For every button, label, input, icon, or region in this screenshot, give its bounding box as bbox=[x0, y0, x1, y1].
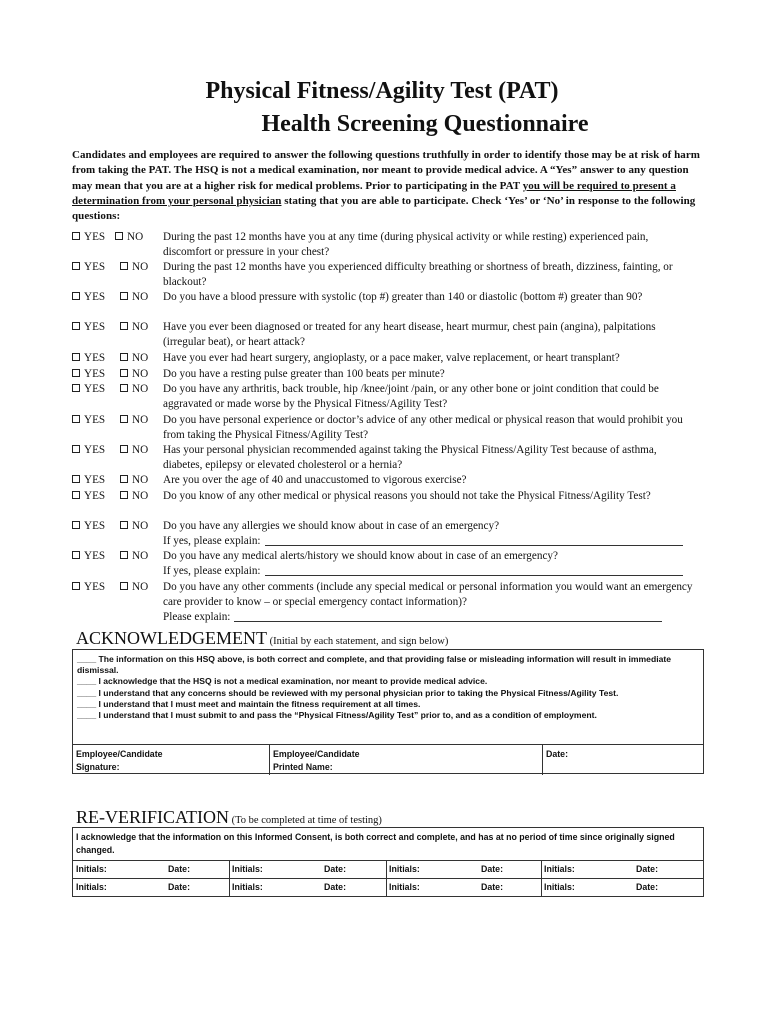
date-label: Date: bbox=[481, 864, 503, 874]
question-text-block bbox=[163, 549, 693, 579]
explain-label: If yes, please explain: bbox=[163, 565, 261, 578]
yes-checkbox[interactable] bbox=[72, 230, 105, 245]
initials-field[interactable] bbox=[386, 879, 478, 897]
question-text: Has your personal physician recommended against taking the Physical Fitness/Agility Test because of asthma, diabetes, epilepsy or elevated cholesterol or a hernia? bbox=[163, 444, 657, 472]
yes-checkbox[interactable] bbox=[72, 519, 105, 534]
date-label: Date: bbox=[324, 864, 346, 874]
acknowledgement-item[interactable]: ____ I understand that any concerns should be reviewed with my personal physician prior to taking the Physical Fitness/Agility Test. bbox=[77, 687, 619, 698]
signature-field[interactable] bbox=[73, 745, 269, 775]
reverification-title: RE-VERIFICATION bbox=[76, 807, 229, 827]
yes-checkbox[interactable] bbox=[72, 382, 105, 397]
checkbox-square-icon[interactable] bbox=[72, 521, 80, 529]
date-label: Date: bbox=[636, 864, 658, 874]
no-checkbox[interactable] bbox=[120, 443, 148, 458]
date-label: Date: bbox=[546, 749, 568, 759]
intro-underlined-text: you will be required to present a determination from your personal physician bbox=[72, 179, 676, 207]
checkbox-square-icon[interactable] bbox=[72, 582, 80, 590]
acknowledgement-title: ACKNOWLEDGEMENT bbox=[76, 628, 267, 648]
date-field[interactable] bbox=[478, 879, 541, 897]
date-field[interactable] bbox=[165, 879, 229, 897]
checkbox-square-icon[interactable] bbox=[72, 415, 80, 423]
initials-field[interactable] bbox=[541, 861, 633, 879]
question-text-block bbox=[163, 230, 693, 260]
date-field[interactable] bbox=[633, 861, 703, 879]
no-checkbox[interactable] bbox=[120, 260, 148, 275]
yes-label: YES bbox=[84, 321, 106, 333]
no-label: NO bbox=[132, 444, 149, 456]
no-label: NO bbox=[132, 550, 149, 562]
checkbox-square-icon[interactable] bbox=[72, 491, 80, 499]
question-text: Do you know of any other medical or physical reasons you should not take the Physical Fitness/Agility Test? bbox=[163, 490, 651, 502]
page-title: Physical Fitness/Agility Test (PAT) bbox=[205, 78, 559, 104]
yes-label: YES bbox=[84, 352, 106, 364]
checkbox-square-icon[interactable] bbox=[120, 551, 128, 559]
question-text-block bbox=[163, 413, 693, 443]
acknowledgement-item[interactable]: ____ I understand that I must submit to and pass the “Physical Fitness/Agility Test” prior to, and as a condition of employment. bbox=[77, 710, 597, 721]
yes-checkbox[interactable] bbox=[72, 413, 105, 428]
yes-label: YES bbox=[84, 231, 106, 243]
no-label: NO bbox=[132, 490, 149, 502]
acknowledgement-item[interactable]: ____ The information on this HSQ above, is both correct and complete, and that providing false or misleading information will result in immediate dismissal. bbox=[77, 654, 672, 676]
no-checkbox[interactable] bbox=[120, 367, 148, 382]
date-field[interactable] bbox=[478, 861, 541, 879]
question-text-block bbox=[163, 382, 693, 412]
checkbox-square-icon[interactable] bbox=[72, 445, 80, 453]
checkbox-square-icon[interactable] bbox=[72, 353, 80, 361]
date-field[interactable] bbox=[321, 861, 386, 879]
printed-name-label-2: Printed Name: bbox=[273, 761, 333, 772]
question-text-block bbox=[163, 290, 693, 305]
initials-field[interactable] bbox=[229, 861, 321, 879]
no-checkbox[interactable] bbox=[120, 519, 148, 534]
no-label: NO bbox=[132, 414, 149, 426]
printed-name-field[interactable] bbox=[270, 745, 542, 775]
yes-checkbox[interactable] bbox=[72, 260, 105, 275]
explain-input[interactable] bbox=[265, 565, 683, 576]
yes-label: YES bbox=[84, 414, 106, 426]
question-text: During the past 12 months have you at any time (during physical activity or while resting) experienced pain, discomfort or pressure in your chest? bbox=[163, 231, 649, 259]
explain-input[interactable] bbox=[265, 535, 683, 546]
initials-label: Initials: bbox=[389, 864, 420, 874]
checkbox-square-icon[interactable] bbox=[120, 582, 128, 590]
no-label: NO bbox=[132, 383, 149, 395]
no-checkbox[interactable] bbox=[120, 320, 148, 335]
acknowledgement-item[interactable]: ____ I understand that I must meet and maintain the fitness requirement at all times. bbox=[77, 698, 421, 709]
acknowledgement-note: (Initial by each statement, and sign below) bbox=[266, 636, 449, 647]
yes-label: YES bbox=[84, 261, 106, 273]
signature-label-1: Employee/Candidate bbox=[76, 749, 163, 759]
no-checkbox[interactable] bbox=[120, 473, 148, 488]
no-label: NO bbox=[132, 321, 149, 333]
yes-label: YES bbox=[84, 490, 106, 502]
initials-field[interactable] bbox=[386, 861, 478, 879]
reverification-row bbox=[73, 860, 703, 878]
yes-checkbox[interactable] bbox=[72, 351, 105, 366]
no-label: NO bbox=[132, 581, 149, 593]
yes-checkbox[interactable] bbox=[72, 549, 105, 564]
intro-text-2: stating that you are able to participate. Check ‘Yes’ or ‘No’ in response to the following questions: bbox=[72, 194, 696, 223]
initials-label: Initials: bbox=[232, 882, 263, 892]
question-text: Do you have personal experience or doctor’s advice of any other medical or physical reason that would prohibit you from taking the Physical Fitness/Agility Test? bbox=[163, 414, 683, 442]
no-label: NO bbox=[132, 352, 149, 364]
yes-label: YES bbox=[84, 291, 106, 303]
no-label: NO bbox=[127, 231, 144, 243]
no-label: NO bbox=[132, 291, 149, 303]
initials-label: Initials: bbox=[232, 864, 263, 874]
yes-checkbox[interactable] bbox=[72, 580, 105, 595]
no-checkbox[interactable] bbox=[115, 230, 143, 245]
checkbox-square-icon[interactable] bbox=[120, 521, 128, 529]
reverification-note: (To be completed at time of testing) bbox=[229, 815, 382, 826]
date-field[interactable] bbox=[321, 879, 386, 897]
date-label: Date: bbox=[168, 882, 190, 892]
question-text-block bbox=[163, 351, 693, 366]
no-checkbox[interactable] bbox=[120, 382, 148, 397]
reverification-heading bbox=[76, 807, 382, 828]
signature-row bbox=[73, 744, 703, 774]
signature-label-2: Signature: bbox=[76, 761, 120, 772]
no-label: NO bbox=[132, 261, 149, 273]
no-checkbox[interactable] bbox=[120, 290, 148, 305]
yes-label: YES bbox=[84, 383, 106, 395]
reverification-text: I acknowledge that the information on this Informed Consent, is both correct and complete, and has at no period of time since originally signed changed. bbox=[76, 832, 675, 855]
acknowledgement-heading bbox=[76, 628, 448, 649]
checkbox-square-icon[interactable] bbox=[72, 475, 80, 483]
yes-checkbox[interactable] bbox=[72, 290, 105, 305]
date-label: Date: bbox=[324, 882, 346, 892]
date-label: Date: bbox=[481, 882, 503, 892]
initials-label: Initials: bbox=[76, 882, 107, 892]
yes-checkbox[interactable] bbox=[72, 443, 105, 458]
checkbox-square-icon[interactable] bbox=[120, 445, 128, 453]
yes-checkbox[interactable] bbox=[72, 473, 105, 488]
checkbox-square-icon[interactable] bbox=[120, 369, 128, 377]
question-text: Do you have any allergies we should know about in case of an emergency? bbox=[163, 520, 500, 532]
checkbox-square-icon[interactable] bbox=[120, 475, 128, 483]
acknowledgement-item[interactable]: ____ I acknowledge that the HSQ is not a medical examination, nor meant to provide medical advice. bbox=[77, 676, 488, 687]
yes-label: YES bbox=[84, 520, 106, 532]
checkbox-square-icon[interactable] bbox=[120, 491, 128, 499]
explain-label: If yes, please explain: bbox=[163, 535, 261, 548]
checkbox-square-icon[interactable] bbox=[72, 262, 80, 270]
question-text-block bbox=[163, 260, 693, 290]
question-text: Do you have any medical alerts/history we should know about in case of an emergency? bbox=[163, 550, 558, 562]
question-text: Have you ever had heart surgery, angioplasty, or a pace maker, valve replacement, or heart transplant? bbox=[163, 352, 620, 364]
checkbox-square-icon[interactable] bbox=[120, 353, 128, 361]
yes-label: YES bbox=[84, 368, 106, 380]
date-field[interactable] bbox=[633, 879, 703, 897]
no-checkbox[interactable] bbox=[120, 351, 148, 366]
no-checkbox[interactable] bbox=[120, 489, 148, 504]
initials-label: Initials: bbox=[544, 882, 575, 892]
question-text: Have you ever been diagnosed or treated for any heart disease, heart murmur, chest pain (angina), palpitations (irregular beat), or heart attack? bbox=[163, 321, 656, 349]
checkbox-square-icon[interactable] bbox=[72, 551, 80, 559]
explain-input[interactable] bbox=[234, 611, 662, 622]
date-field[interactable] bbox=[543, 745, 703, 775]
checkbox-square-icon[interactable] bbox=[120, 322, 128, 330]
checkbox-square-icon[interactable] bbox=[120, 384, 128, 392]
checkbox-square-icon[interactable] bbox=[120, 415, 128, 423]
no-checkbox[interactable] bbox=[120, 413, 148, 428]
printed-name-label-1: Employee/Candidate bbox=[273, 749, 360, 759]
question-text-block bbox=[163, 489, 693, 504]
yes-label: YES bbox=[84, 444, 106, 456]
checkbox-square-icon[interactable] bbox=[120, 262, 128, 270]
yes-checkbox[interactable] bbox=[72, 489, 105, 504]
no-checkbox[interactable] bbox=[120, 549, 148, 564]
page-subtitle: Health Screening Questionnaire bbox=[261, 111, 589, 137]
reverification-box bbox=[72, 827, 704, 897]
yes-checkbox[interactable] bbox=[72, 320, 105, 335]
initials-label: Initials: bbox=[544, 864, 575, 874]
checkbox-square-icon[interactable] bbox=[72, 384, 80, 392]
question-text: Do you have a blood pressure with systolic (top #) greater than 140 or diastolic (bottom #) greater than 90? bbox=[163, 291, 643, 303]
question-text: During the past 12 months have you experienced difficulty breathing or shortness of breath, dizziness, fainting, or blackout? bbox=[163, 261, 673, 289]
no-label: NO bbox=[132, 520, 149, 532]
checkbox-square-icon[interactable] bbox=[72, 369, 80, 377]
checkbox-square-icon[interactable] bbox=[72, 232, 80, 240]
acknowledgement-box bbox=[72, 649, 704, 774]
acknowledgement-items bbox=[74, 654, 674, 721]
question-text: Do you have any arthritis, back trouble, hip /knee/joint /pain, or any other bone or joint condition that could be aggravated or made worse by the Physical Fitness/Agility Test? bbox=[163, 383, 659, 411]
question-text-block bbox=[163, 443, 693, 473]
date-label: Date: bbox=[636, 882, 658, 892]
no-label: NO bbox=[132, 474, 149, 486]
yes-label: YES bbox=[84, 474, 106, 486]
question-text: Do you have any other comments (include any special medical or personal information you would want an emergency care provider to know – or special emergency contact information)? bbox=[163, 581, 693, 609]
checkbox-square-icon[interactable] bbox=[115, 232, 123, 240]
question-text-block bbox=[163, 580, 693, 626]
question-text-block bbox=[163, 320, 693, 350]
initials-field[interactable] bbox=[73, 861, 165, 879]
date-field[interactable] bbox=[165, 861, 229, 879]
explain-label: Please explain: bbox=[163, 611, 231, 624]
initials-field[interactable] bbox=[541, 879, 633, 897]
question-text-block bbox=[163, 367, 693, 382]
intro-text-1: Candidates and employees are required to answer the following questions truthfully in order to identify those may be at risk of harm from taking the PAT. The HSQ is not a medical examination, nor meant to provide medical advice. A “Yes” answer to any question may mean that you are at a higher risk for medical problems. Prior to participating in the PAT bbox=[72, 149, 701, 192]
initials-label: Initials: bbox=[76, 864, 107, 874]
initials-label: Initials: bbox=[389, 882, 420, 892]
question-text: Are you over the age of 40 and unaccustomed to vigorous exercise? bbox=[163, 474, 467, 486]
yes-checkbox[interactable] bbox=[72, 367, 105, 382]
no-checkbox[interactable] bbox=[120, 580, 148, 595]
question-text: Do you have a resting pulse greater than 100 beats per minute? bbox=[163, 368, 445, 380]
date-label: Date: bbox=[168, 864, 190, 874]
reverification-row bbox=[73, 878, 703, 896]
initials-field[interactable] bbox=[73, 879, 165, 897]
checkbox-square-icon[interactable] bbox=[72, 322, 80, 330]
initials-field[interactable] bbox=[229, 879, 321, 897]
checkbox-square-icon[interactable] bbox=[120, 292, 128, 300]
checkbox-square-icon[interactable] bbox=[72, 292, 80, 300]
question-text-block bbox=[163, 519, 693, 549]
yes-label: YES bbox=[84, 581, 106, 593]
question-text-block bbox=[163, 473, 693, 488]
yes-label: YES bbox=[84, 550, 106, 562]
intro-paragraph bbox=[72, 148, 702, 224]
no-label: NO bbox=[132, 368, 149, 380]
